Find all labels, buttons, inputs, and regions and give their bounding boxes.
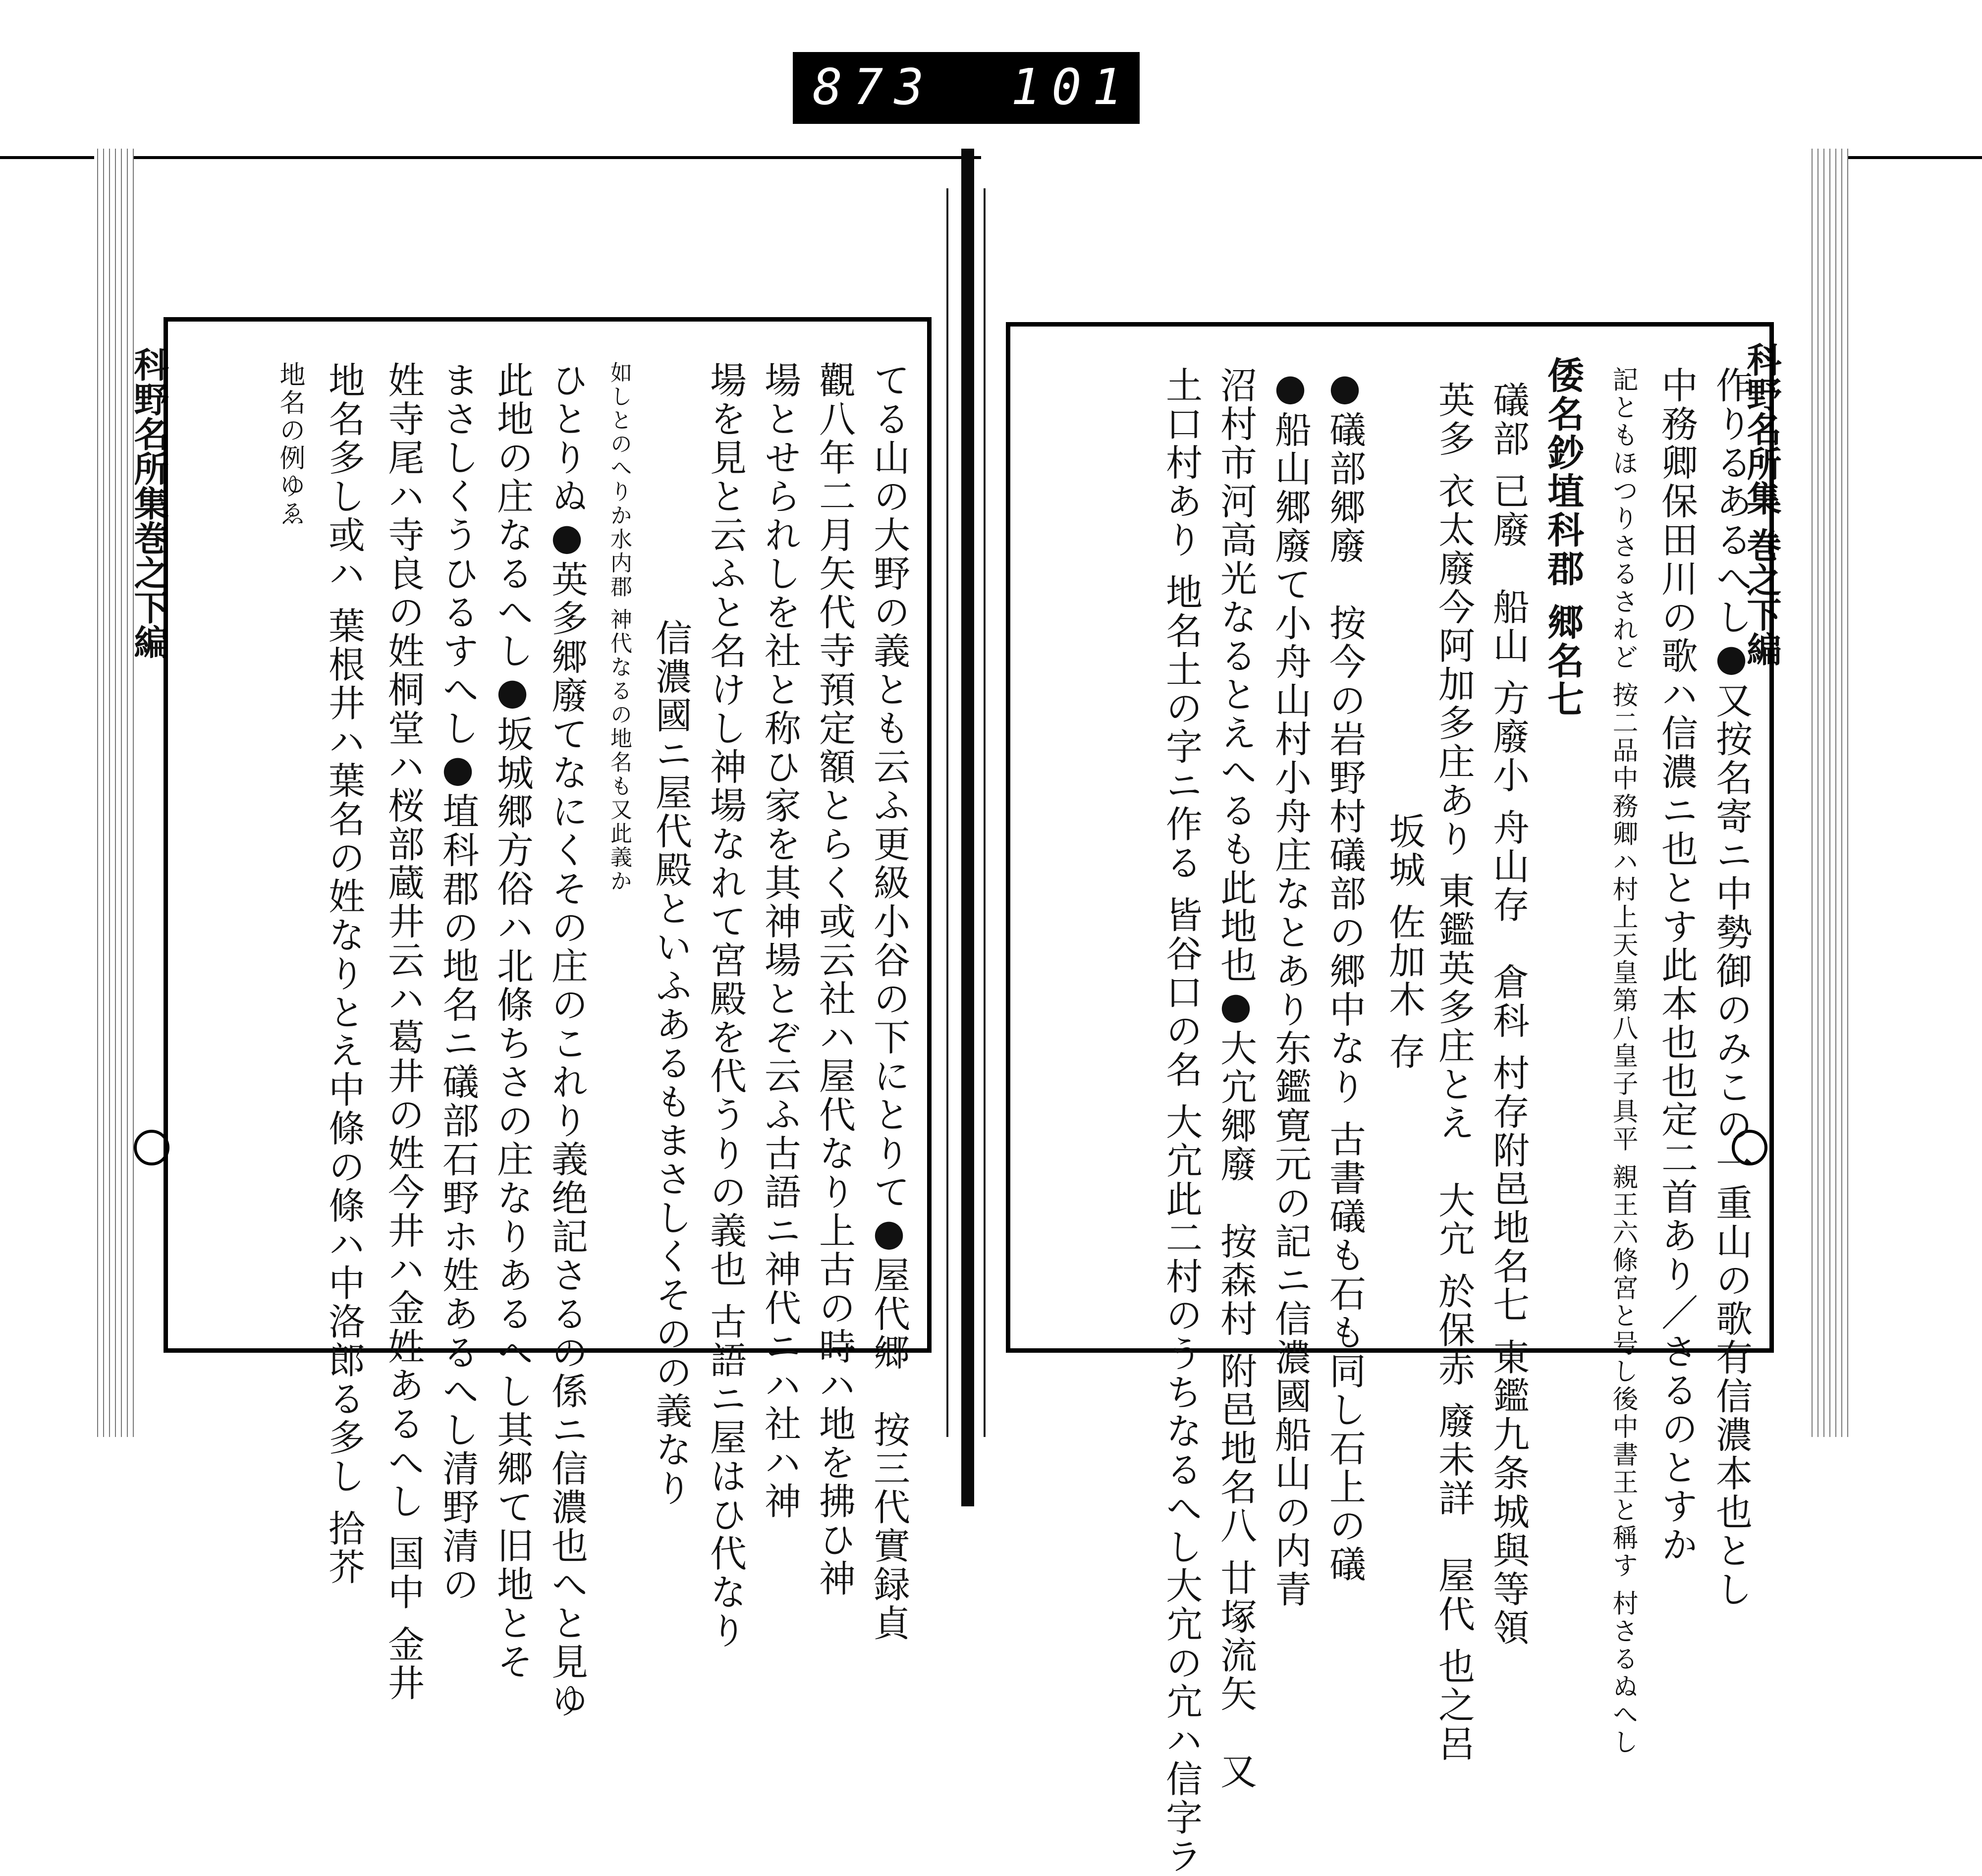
left-col-9: まさしくうひるすへし●埴科郡の地名ニ礒部石野ホ姓あるへし清野清の bbox=[437, 361, 479, 1604]
left-margin-title: 科野名所集巻之下編 bbox=[128, 347, 169, 659]
right-col-4: 倭名鈔埴科郡 郷名七 bbox=[1542, 356, 1584, 719]
right-page-edges bbox=[1809, 149, 1848, 1437]
left-col-2: 觀八年二月矢代寺預定額とらく或云社ハ屋代なり上古の時ハ地を拂ひ神 bbox=[813, 361, 856, 1598]
right-col-10: 沼村市河高光なるとえへるも此地也●大宂郷廢 按森村 附邑地名八 廿塚流矢 又 bbox=[1214, 366, 1257, 1791]
right-col-8: ●礒部郷廢 按今の岩野村礒部の郷中なり 古書礒も石も同し石上の礒 bbox=[1323, 366, 1366, 1584]
left-col-6: 如しとのへりか水内郡 神代なるの地名も又此義か bbox=[606, 361, 632, 893]
catalog-number-b: 101 bbox=[1011, 58, 1133, 116]
left-col-5: 信濃國ニ屋代殿といふあるもまさしくそのの義なり bbox=[650, 619, 692, 1508]
left-page-frame bbox=[164, 317, 932, 1720]
left-col-4: 場を見と云ふと名けし神場なれて宮殿を代うりの義也 古語ニ屋はひ代なり bbox=[704, 361, 747, 1651]
book-spine bbox=[961, 149, 974, 1506]
right-page-frame bbox=[1006, 322, 1774, 1876]
left-col-8: 此地の庄なるへし●坂城郷方俗ハ北條ちさの庄なりあるへし其郷て旧地とそ bbox=[491, 361, 534, 1681]
left-col-7: ひとりぬ●英多郷廢てなにくその庄のこれり義绝記さるの係ニ信濃也へと見ゆ bbox=[546, 361, 588, 1720]
scan-top-rule-right bbox=[1833, 156, 1982, 159]
left-col-10: 姓寺尾ハ寺良の姓桐堂ハ桜部蔵井云ハ葛井の姓今井ハ金姓あるへし 国中 金井 bbox=[382, 361, 425, 1703]
catalog-number-a: 873 bbox=[813, 58, 935, 116]
right-col-9: ●船山郷廢て小舟山村小舟庄なとあり东鑑寛元の記ニ信濃國船山の内青 bbox=[1269, 366, 1312, 1609]
left-col-1: てる山の大野の義とも云ふ更級小谷の下にとりて●屋代郷 按三代實録貞 bbox=[868, 361, 910, 1643]
scan-top-rule-left bbox=[0, 156, 981, 159]
left-col-3: 場とせられしを社と称ひ家を其神場とぞ云ふ古語ニ神代ニハ社ハ神 bbox=[759, 361, 801, 1521]
left-page-edges bbox=[94, 149, 134, 1437]
right-col-5: 礒部 已廢 船山 方廢小 舟山存 倉科 村存附邑地名七 東鑑九条城與等領 bbox=[1487, 381, 1530, 1648]
right-col-7: 坂城 佐加木 存 bbox=[1383, 812, 1426, 1072]
right-col-11: 土口村あり 地名土の字ニ作る 皆谷口の名 大宂此二村のうちなるへし大宂の宂ハ信字ラ bbox=[1160, 366, 1203, 1876]
right-col-3: 記ともほつりさるされど 按二品中務卿ハ村上天皇第八皇子具平 親王六條宮と号し後中書王と稱す 村さるぬへし bbox=[1608, 366, 1638, 1757]
left-col-12: 地名の例ゆゑ bbox=[275, 361, 305, 528]
right-margin-title: 科野名所集 巻之下編 bbox=[1741, 342, 1782, 666]
right-col-1: 作りるあるへし●又按名寄ニ中勢御のみこの一重山の歌有信濃本也とし bbox=[1710, 366, 1753, 1609]
catalog-label bbox=[793, 52, 1140, 124]
right-col-6: 英多 衣太廢今阿加多庄あり 東鑑英多庄とえ 大宂 於保赤 廢未詳 屋代 也之呂 bbox=[1432, 381, 1475, 1764]
right-col-2: 中務卿保田川の歌ハ信濃ニ也とす此本也也定二首あり／さるのとすか bbox=[1655, 366, 1698, 1564]
left-col-11: 地名多し或ハ 葉根井ハ葉名の姓なりとえ中條の條ハ中洛郎る多し 拾芥 bbox=[323, 361, 365, 1587]
